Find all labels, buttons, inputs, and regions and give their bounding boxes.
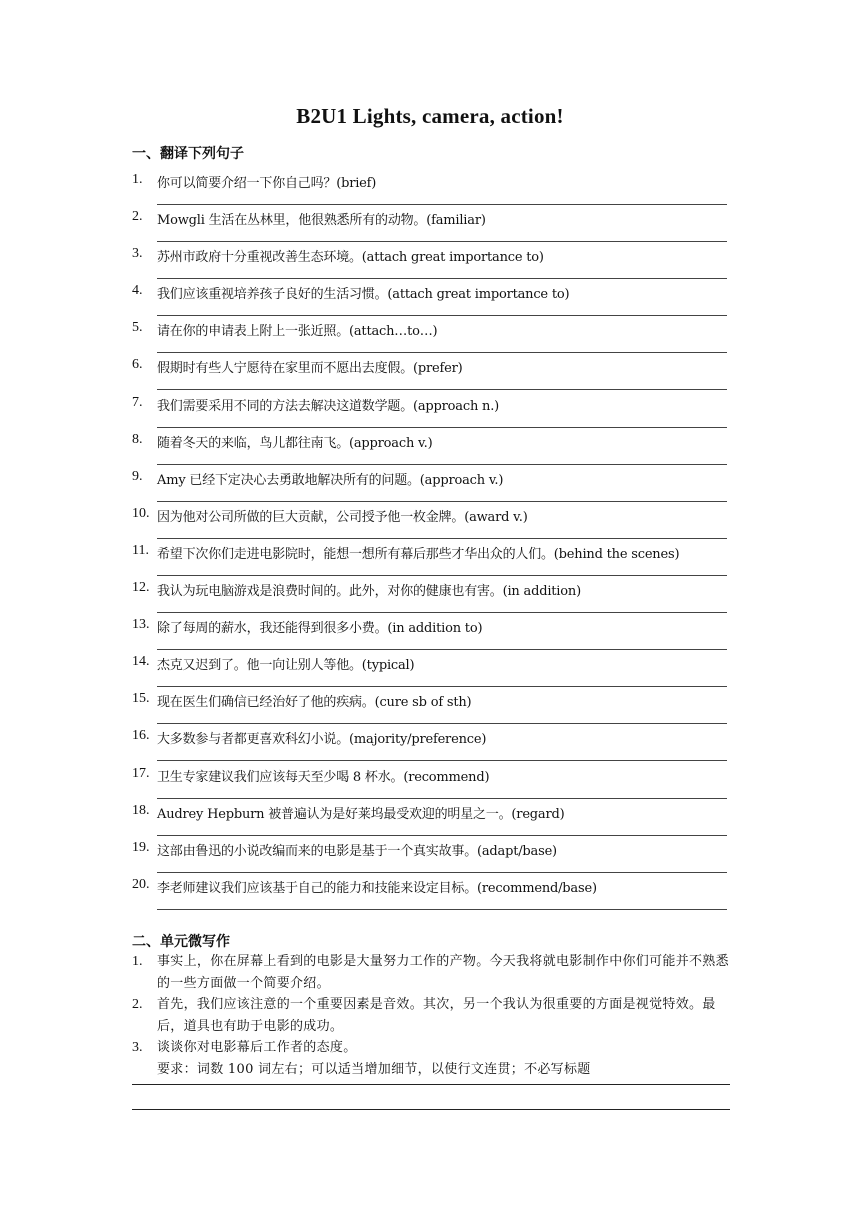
point-text: 谈谈你对电影幕后工作者的态度。 bbox=[157, 1040, 357, 1055]
item-prompt: Audrey Hepburn 被普遍认为是好莱坞最受欢迎的明星之一。(regard) bbox=[157, 806, 565, 822]
item-prompt: 李老师建议我们应该基于自己的能力和技能来设定目标。(recommend/base) bbox=[157, 880, 597, 896]
answer-line[interactable] bbox=[157, 315, 727, 316]
point-text: 首先，我们应该注意的一个重要因素是音效。其次，另一个我认为很重要的方面是视觉特效。最后，道具也有助于电影的成功。 bbox=[157, 997, 716, 1034]
answer-line[interactable] bbox=[157, 723, 727, 724]
translation-item bbox=[132, 691, 732, 728]
item-prompt: 我认为玩电脑游戏是浪费时间的。此外，对你的健康也有害。(in addition) bbox=[157, 584, 581, 600]
item-prompt: 除了每周的薪水，我还能得到很多小费。(in addition to) bbox=[157, 621, 483, 637]
item-number: 9. bbox=[132, 468, 143, 484]
section-heading-translation: 一、翻译下列句子 bbox=[132, 146, 244, 162]
answer-line[interactable] bbox=[157, 278, 727, 279]
answer-line[interactable] bbox=[157, 464, 727, 465]
item-number: 19. bbox=[132, 839, 150, 855]
translation-item bbox=[132, 432, 732, 469]
item-prompt: Mowgli 生活在丛林里，他很熟悉所有的动物。(familiar) bbox=[157, 213, 486, 229]
writing-point bbox=[132, 951, 732, 994]
translation-item bbox=[132, 357, 732, 394]
item-number: 2. bbox=[132, 209, 143, 225]
point-number: 3. bbox=[132, 1040, 143, 1055]
translation-item bbox=[132, 172, 732, 209]
answer-line[interactable] bbox=[157, 909, 727, 910]
answer-line[interactable] bbox=[157, 538, 727, 539]
item-number: 12. bbox=[132, 580, 150, 596]
item-number: 6. bbox=[132, 357, 143, 373]
section-heading-writing: 二、单元微写作 bbox=[132, 934, 230, 950]
writing-answer-line[interactable] bbox=[132, 1109, 730, 1110]
translation-item bbox=[132, 543, 732, 580]
translation-item bbox=[132, 580, 732, 617]
item-prompt: 因为他对公司所做的巨大贡献，公司授予他一枚金牌。(award v.) bbox=[157, 509, 528, 525]
item-number: 15. bbox=[132, 691, 150, 707]
writing-point bbox=[132, 994, 732, 1037]
translation-item bbox=[132, 803, 732, 840]
item-prompt: 苏州市政府十分重视改善生态环境。(attach great importance to) bbox=[157, 250, 544, 266]
translation-item bbox=[132, 766, 732, 803]
translation-item bbox=[132, 209, 732, 246]
item-number: 11. bbox=[132, 542, 149, 558]
point-text: 事实上，你在屏幕上看到的电影是大量努力工作的产物。今天我将就电影制作中你们可能并不熟悉的一些方面做一个简要介绍。 bbox=[157, 954, 729, 991]
answer-line[interactable] bbox=[157, 872, 727, 873]
item-prompt: 你可以简要介绍一下你自己吗？(brief) bbox=[157, 176, 377, 191]
item-number: 16. bbox=[132, 728, 150, 744]
item-prompt: 我们需要采用不同的方法去解决这道数学题。(approach n.) bbox=[157, 398, 500, 414]
answer-line[interactable] bbox=[157, 389, 727, 390]
writing-point bbox=[132, 1037, 732, 1059]
item-prompt: 请在你的申请表上附上一张近照。(attach…to…) bbox=[157, 324, 438, 340]
item-number: 14. bbox=[132, 654, 150, 670]
point-number: 1. bbox=[132, 954, 143, 969]
translation-item bbox=[132, 728, 732, 765]
translation-item bbox=[132, 469, 732, 506]
translation-list bbox=[132, 172, 732, 914]
answer-line[interactable] bbox=[157, 575, 727, 576]
item-prompt: 卫生专家建议我们应该每天至少喝 8 杯水。(recommend) bbox=[157, 769, 490, 785]
translation-item bbox=[132, 246, 732, 283]
translation-item bbox=[132, 840, 732, 877]
item-number: 4. bbox=[132, 283, 143, 299]
item-prompt: 希望下次你们走进电影院时，能想一想所有幕后那些才华出众的人们。(behind the scenes) bbox=[157, 546, 680, 562]
item-number: 17. bbox=[132, 765, 150, 781]
item-number: 5. bbox=[132, 320, 143, 336]
answer-line[interactable] bbox=[157, 649, 727, 650]
translation-item bbox=[132, 877, 732, 914]
answer-line[interactable] bbox=[157, 686, 727, 687]
item-prompt: 随着冬天的来临，鸟儿都往南飞。(approach v.) bbox=[157, 435, 433, 451]
answer-line[interactable] bbox=[157, 352, 727, 353]
answer-line[interactable] bbox=[157, 241, 727, 242]
item-prompt: 杰克又迟到了。他一向让别人等他。(typical) bbox=[157, 658, 415, 674]
translation-item bbox=[132, 654, 732, 691]
writing-answer-line[interactable] bbox=[132, 1084, 730, 1085]
item-prompt: Amy 已经下定决心去勇敢地解决所有的问题。(approach v.) bbox=[157, 472, 504, 488]
answer-line[interactable] bbox=[157, 835, 727, 836]
item-number: 8. bbox=[132, 431, 143, 447]
item-number: 13. bbox=[132, 617, 150, 633]
answer-line[interactable] bbox=[157, 501, 727, 502]
translation-item bbox=[132, 283, 732, 320]
answer-line[interactable] bbox=[157, 760, 727, 761]
item-prompt: 现在医生们确信已经治好了他的疾病。(cure sb of sth) bbox=[157, 695, 472, 711]
answer-line[interactable] bbox=[157, 204, 727, 205]
item-number: 10. bbox=[132, 505, 150, 521]
item-number: 18. bbox=[132, 802, 150, 818]
item-prompt: 假期时有些人宁愿待在家里而不愿出去度假。(prefer) bbox=[157, 361, 463, 377]
translation-item bbox=[132, 617, 732, 654]
item-number: 3. bbox=[132, 246, 143, 262]
translation-item bbox=[132, 320, 732, 357]
page-title: B2U1 Lights, camera, action! bbox=[296, 104, 564, 128]
writing-prompt-list bbox=[132, 951, 732, 1080]
answer-line[interactable] bbox=[157, 612, 727, 613]
item-prompt: 我们应该重视培养孩子良好的生活习惯。(attach great importance to) bbox=[157, 287, 570, 303]
translation-item bbox=[132, 506, 732, 543]
answer-line[interactable] bbox=[157, 427, 727, 428]
point-number: 2. bbox=[132, 997, 143, 1012]
item-number: 7. bbox=[132, 394, 143, 410]
answer-line[interactable] bbox=[157, 798, 727, 799]
item-prompt: 大多数参与者都更喜欢科幻小说。(majority/preference) bbox=[157, 732, 487, 748]
item-number: 20. bbox=[132, 876, 150, 892]
item-number: 1. bbox=[132, 172, 143, 187]
item-prompt: 这部由鲁迅的小说改编而来的电影是基于一个真实故事。(adapt/base) bbox=[157, 843, 557, 859]
translation-item bbox=[132, 395, 732, 432]
writing-requirement: 要求：词数 100 词左右；可以适当增加细节，以使行文连贯；不必写标题 bbox=[157, 1061, 591, 1077]
